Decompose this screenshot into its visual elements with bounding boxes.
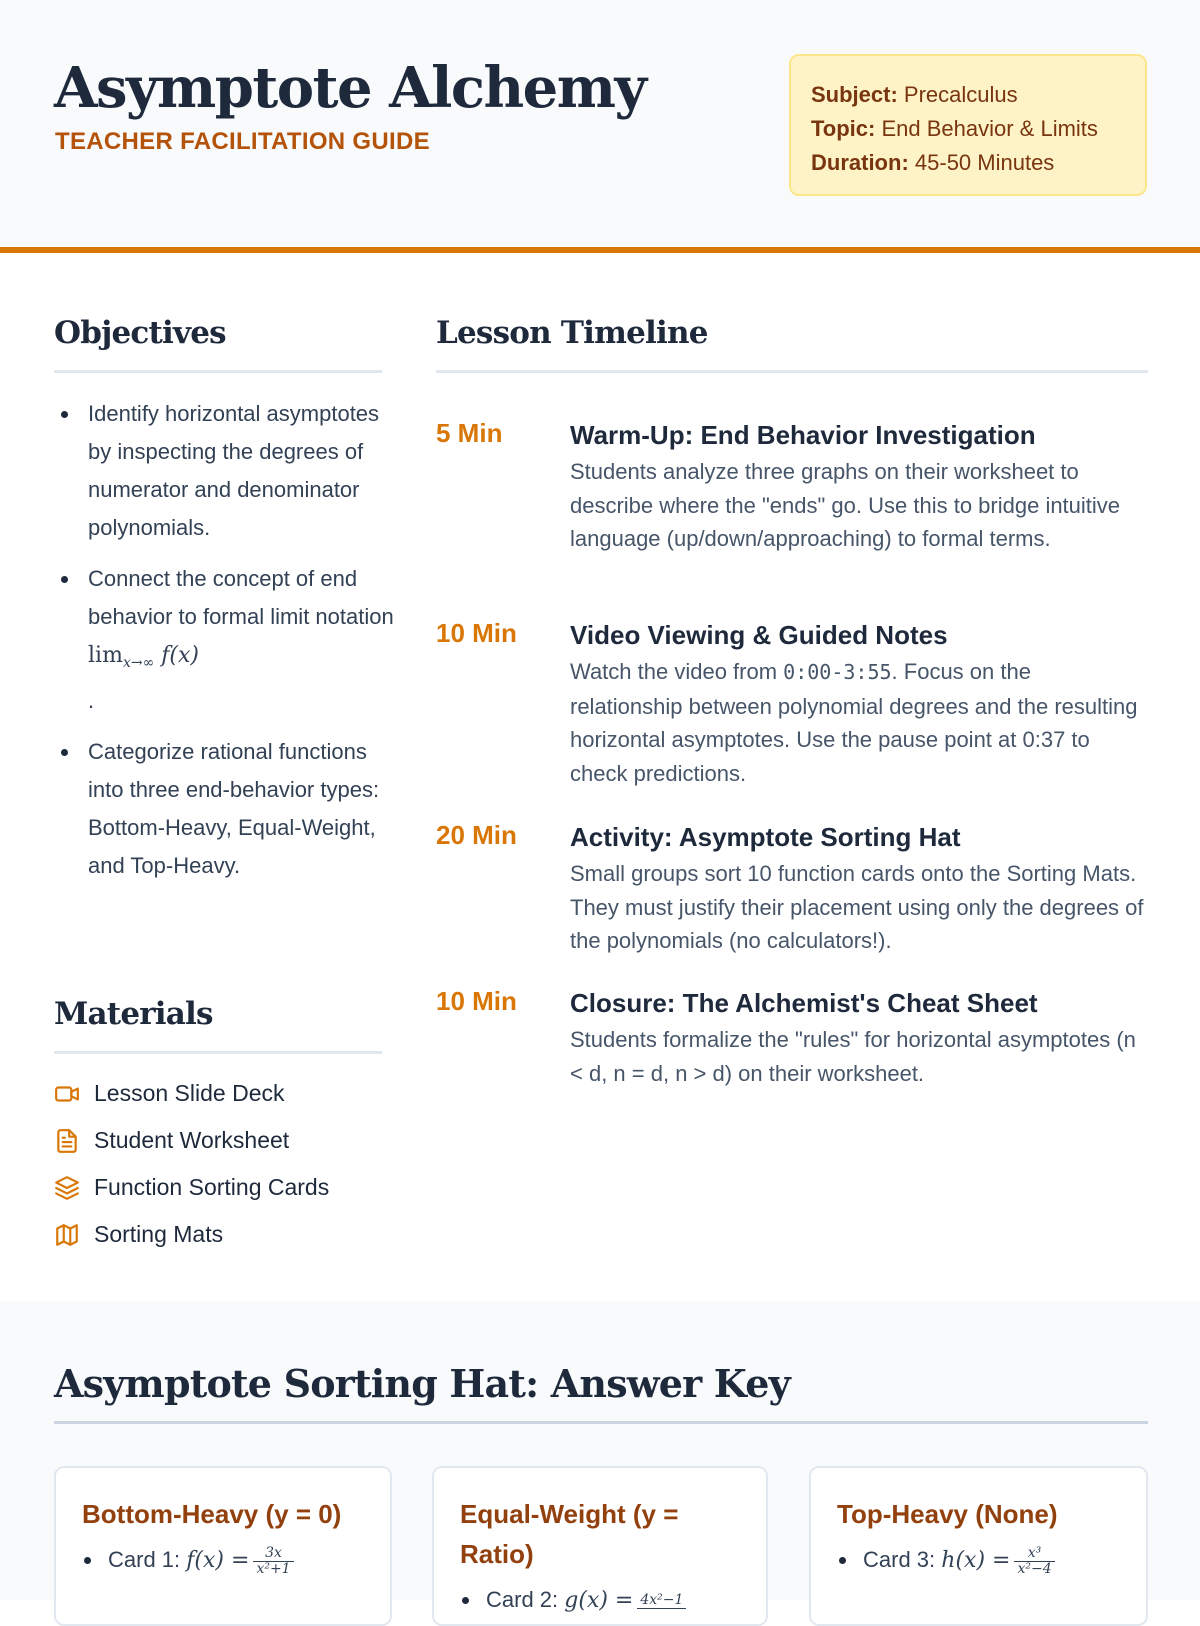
timeline-time: 20 Min xyxy=(436,820,517,850)
answer-card-item: Card 2: g(x) = 4x²−1 xyxy=(460,1582,740,1619)
answer-key-heading: Asymptote Sorting Hat: Answer Key xyxy=(54,1361,790,1406)
materials-divider xyxy=(54,1051,382,1054)
material-item: Function Sorting Cards xyxy=(54,1164,394,1211)
answer-card-top-heavy xyxy=(809,1466,1148,1626)
answer-key-divider xyxy=(54,1421,1148,1424)
timeline-time: 10 Min xyxy=(436,986,517,1016)
timeline-desc: Small groups sort 10 function cards onto the Sorting Mats. They must justify their placement using only the degrees of the polynomials (no calculators!). xyxy=(570,861,1144,953)
timeline-desc: Students analyze three graphs on their worksheet to describe where the "ends" go. Use this to bridge intuitive language (up/down/approaching) to formal terms. xyxy=(570,459,1121,551)
layers-icon xyxy=(54,1175,80,1201)
material-item: Sorting Mats xyxy=(54,1211,394,1258)
fraction: $\frac{\text{x³}}{\text{x²−4}}$ xyxy=(1014,1546,1054,1577)
timeline-divider xyxy=(436,370,1148,373)
timeline-title: Warm-Up: End Behavior Investigation xyxy=(570,420,1036,450)
answer-card-equal-weight xyxy=(432,1466,768,1626)
timeline-heading: Lesson Timeline xyxy=(436,315,708,351)
material-item: Student Worksheet xyxy=(54,1117,394,1164)
timeline-title: Closure: The Alchemist's Cheat Sheet xyxy=(570,988,1038,1018)
limit-notation: $\lim_{x\to\infty} f(x)$ xyxy=(88,643,199,671)
page-subtitle: TEACHER FACILITATION GUIDE xyxy=(55,128,430,155)
timeline-desc: Watch the video from 0:00-3:55. Focus on the relationship between polynomial degrees and the resulting horizontal asymptotes. Use the pause point at 0:37 to check predictions. xyxy=(570,659,1138,786)
objective-item: Identify horizontal asymptotes by inspecting the degrees of numerator and denominator polynomials. xyxy=(54,395,394,547)
answer-card-bottom-heavy xyxy=(54,1466,392,1626)
objective-item: Connect the concept of end behavior to formal limit notation $\lim_{x\to\infty} f(x)$ . xyxy=(54,560,394,720)
lesson-meta-box xyxy=(789,54,1147,196)
objectives-list xyxy=(54,395,394,898)
objectives-divider xyxy=(54,370,382,373)
document-icon xyxy=(54,1128,80,1154)
timeline-title: Video Viewing & Guided Notes xyxy=(570,620,948,650)
objectives-heading: Objectives xyxy=(54,315,226,351)
page-header xyxy=(0,0,1200,253)
timeline-desc: Students formalize the "rules" for horizontal asymptotes (n < d, n = d, n > d) on their worksheet. xyxy=(570,1027,1136,1086)
timeline-time: 10 Min xyxy=(436,618,517,648)
answer-card-title: Bottom-Heavy (y = 0) xyxy=(82,1499,342,1529)
fraction: $\frac{3x}{\text{x²+1}}$ xyxy=(253,1546,293,1577)
objective-item: Categorize rational functions into three end-behavior types: Bottom-Heavy, Equal-Weight, and Top-Heavy. xyxy=(54,733,394,885)
video-icon xyxy=(54,1081,80,1107)
page-title: Asymptote Alchemy xyxy=(54,55,646,121)
meta-duration: Duration: 45-50 Minutes xyxy=(811,150,1055,175)
fraction: 4x²−1 xyxy=(637,1593,686,1609)
meta-topic: Topic: End Behavior & Limits xyxy=(811,116,1098,141)
answer-card-item: Card 3: h(x) = $\frac{\text{x³}}{\text{x²−4}}$ xyxy=(837,1542,1120,1579)
meta-subject: Subject: Precalculus xyxy=(811,82,1018,107)
answer-card-title: Top-Heavy (None) xyxy=(837,1499,1058,1529)
map-icon xyxy=(54,1222,80,1248)
answer-card-title: Equal-Weight (y = Ratio) xyxy=(460,1499,679,1569)
timeline-title: Activity: Asymptote Sorting Hat xyxy=(570,822,961,852)
answer-card-item: Card 1: f(x) = $\frac{3x}{\text{x²+1}}$ xyxy=(82,1542,364,1579)
materials-list xyxy=(54,1070,394,1258)
materials-heading: Materials xyxy=(54,996,213,1032)
timeline-time: 5 Min xyxy=(436,418,503,448)
material-item: Lesson Slide Deck xyxy=(54,1070,394,1117)
